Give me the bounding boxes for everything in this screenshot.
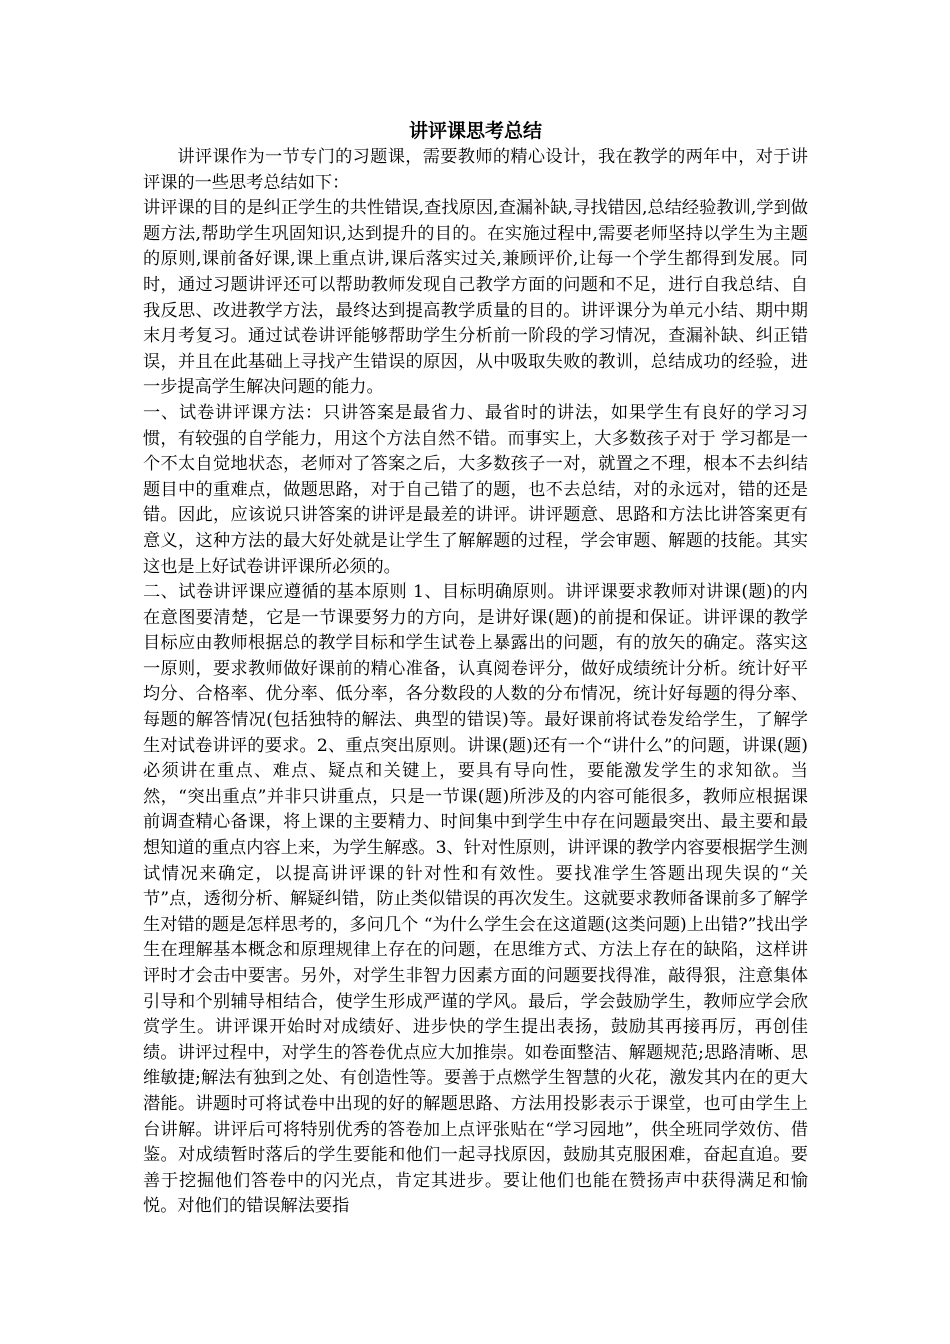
section-one-paragraph: 一、试卷讲评课方法：只讲答案是最省力、最省时的讲法，如果学生有良好的学习习惯，有较强的自学能力，用这个方法自然不错。而事实上，大多数孩子对于 学习都是一个不太自觉地状态，老师对了答案之后，大多数孩子一对，就置之不理，根本不去纠结题目中的重难点，做题思路，对于自己错了的题，也不去总结，对的永远对，错的还是错。因此，应该说只讲答案的讲评是最差的讲评。讲评题意、思路和方法比讲答案更有意义，这种方法的最大好处就是让学生了解解题的过程，学会审题、解题的技能。其实这也是上好试卷讲评课所必须的。 [143, 402, 808, 577]
purpose-paragraph: 讲评课的目的是纠正学生的共性错误,查找原因,查漏补缺,寻找错因,总结经验教训,学到做题方法,帮助学生巩固知识,达到提升的目的。在实施过程中,需要老师坚持以学生为主题的原则,课前备好课,课上重点讲,课后落实过关,兼顾评价,让每一个学生都得到发展。同时，通过习题讲评还可以帮助教师发现自己教学方面的问题和不足，进行自我总结、自我反思、改进教学方法，最终达到提高教学质量的目的。讲评课分为单元小结、期中期末月考复习。通过试卷讲评能够帮助学生分析前一阶段的学习情况，查漏补缺、纠正错误，并且在此基础上寻找产生错误的原因，从中吸取失败的教训，总结成功的经验，进一步提高学生解决问题的能力。 [143, 198, 808, 398]
document-page [143, 118, 808, 1220]
document-title: 讲评课思考总结 [408, 120, 542, 142]
intro-paragraph: 讲评课作为一节专门的习题课，需要教师的精心设计，我在教学的两年中，对于讲评课的一些思考总结如下： [143, 147, 808, 193]
section-two-paragraph: 二、试卷讲评课应遵循的基本原则 1、目标明确原则。讲评课要求教师对讲课(题)的内在意图要清楚，它是一节课要努力的方向，是讲好课(题)的前提和保证。讲评课的教学目标应由教师根据总的教学目标和学生试卷上暴露出的问题，有的放矢的确定。落实这一原则，要求教师做好课前的精心准备，认真阅卷评分，做好成绩统计分析。统计好平均分、合格率、优分率、低分率，各分数段的人数的分布情况，统计好每题的得分率、每题的解答情况(包括独特的解法、典型的错误)等。最好课前将试卷发给学生，了解学生对试卷讲评的要求。2、重点突出原则。讲课(题)还有一个“讲什么”的问题，讲课(题)必须讲在重点、难点、疑点和关键上，要具有导向性，要能激发学生的求知欲。当然，“突出重点”并非只讲重点，只是一节课(题)所涉及的内容可能很多，教师应根据课前调查精心备课，将上课的主要精力、时间集中到学生中存在问题最突出、最主要和最想知道的重点内容上来，为学生解惑。3、针对性原则，讲评课的教学内容要根据学生测试情况来确定，以提高讲评课的针对性和有效性。要找准学生答题出现失误的“关节”点，透彻分析、解疑纠错，防止类似错误的再次发生。这就要求教师备课前多了解学生对错的题是怎样思考的，多问几个 “为什么学生会在这道题(这类问题)上出错?”找出学生在理解基本概念和原理规律上存在的问题，在思维方式、方法上存在的缺陷，这样讲评时才会击中要害。另外，对学生非智力因素方面的问题要找得准，敲得狠，注意集体引导和个别辅导相结合，使学生形成严谨的学风。最后，学会鼓励学生，教师应学会欣赏学生。讲评课开始时对成绩好、进步快的学生提出表扬，鼓励其再接再厉，再创佳绩。讲评过程中，对学生的答卷优点应大加推崇。如卷面整洁、解题规范;思路清晰、思维敏捷;解法有独到之处、有创造性等。要善于点燃学生智慧的火花，激发其内在的更大潜能。讲题时可将试卷中出现的好的解题思路、方法用投影表示于课堂，也可由学生上台讲解。讲评后可将特别优秀的答卷加上点评张贴在“学习园地”，供全班同学效仿、借鉴。对成绩暂时落后的学生要能和他们一起寻找原因，鼓励其克服困难，奋起直追。要善于挖掘他们答卷中的闪光点，肯定其进步。要让他们也能在赞扬声中获得满足和愉悦。对他们的错误解法要指 [143, 582, 808, 1217]
